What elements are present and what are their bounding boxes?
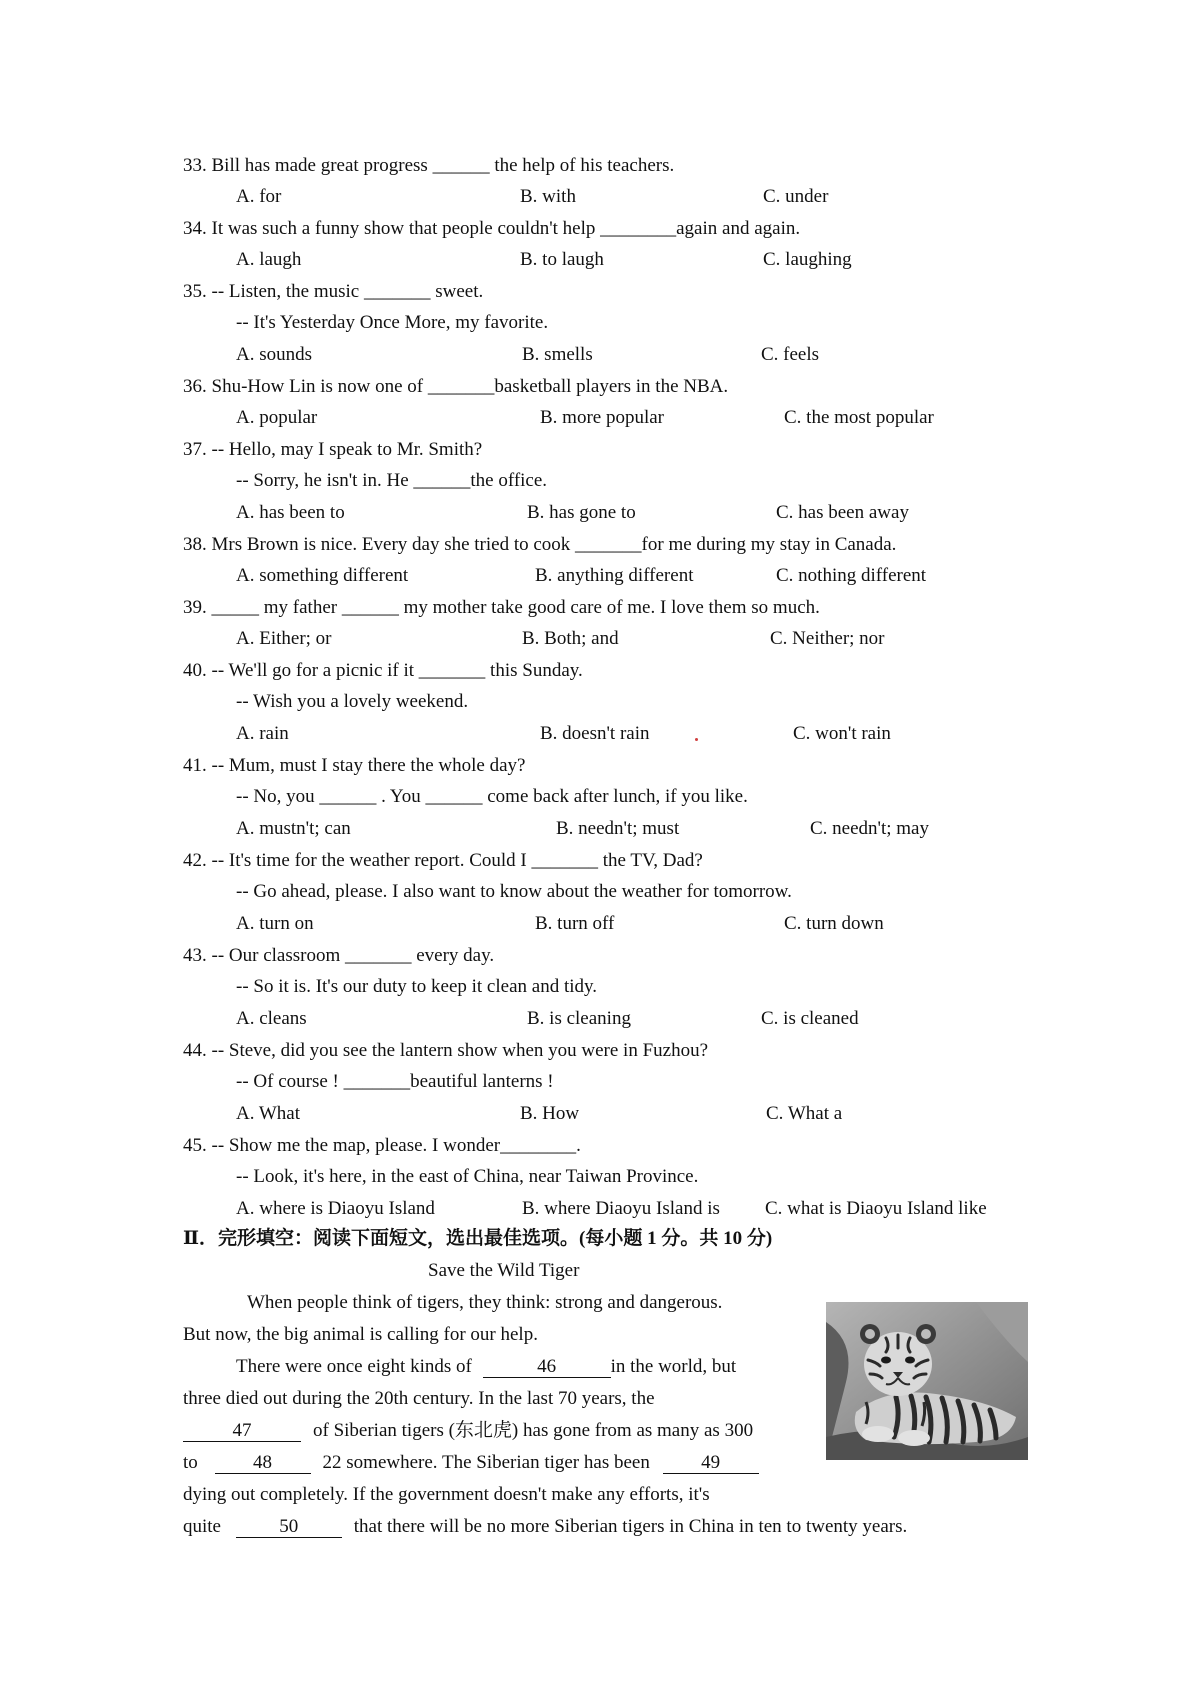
passage-line-6 xyxy=(183,1452,759,1474)
q44-option-a: A. What xyxy=(236,1103,301,1124)
blank-47[interactable]: 47 xyxy=(183,1421,301,1442)
blank-46[interactable]: 46 xyxy=(483,1357,611,1378)
q35-option-a: A. sounds xyxy=(236,344,313,365)
question-43-stem: 43. -- Our classroom _______ every day. xyxy=(183,945,495,966)
passage-text: quite xyxy=(183,1516,221,1537)
blank-50[interactable]: 50 xyxy=(236,1517,342,1538)
q36-option-c: C. the most popular xyxy=(784,407,934,428)
question-39-stem: 39. _____ my father ______ my mother take good care of me. I love them so much. xyxy=(183,597,820,618)
question-42-stem: 42. -- It's time for the weather report. Could I _______ the TV, Dad? xyxy=(183,850,703,871)
passage-line-7: dying out completely. If the government doesn't make any efforts, it's xyxy=(183,1484,710,1505)
blank-48[interactable]: 48 xyxy=(215,1453,311,1474)
q34-option-c: C. laughing xyxy=(763,249,852,270)
blank-49[interactable]: 49 xyxy=(663,1453,759,1474)
q33-option-a: A. for xyxy=(236,186,282,207)
question-41-stem: 41. -- Mum, must I stay there the whole day? xyxy=(183,755,526,776)
question-45-reply: -- Look, it's here, in the east of China, near Taiwan Province. xyxy=(236,1166,699,1187)
q37-option-a: A. has been to xyxy=(236,502,345,523)
section-2-heading: Ⅱ．完形填空：阅读下面短文，选出最佳选项。(每小题 1 分。共 10 分) xyxy=(183,1228,773,1249)
passage-text: to xyxy=(183,1452,198,1473)
question-37-stem: 37. -- Hello, may I speak to Mr. Smith? xyxy=(183,439,483,460)
question-43-reply: -- So it is. It's our duty to keep it clean and tidy. xyxy=(236,976,598,997)
q43-option-b: B. is cleaning xyxy=(527,1008,631,1029)
passage-title: Save the Wild Tiger xyxy=(428,1260,580,1281)
passage-text: There were once eight kinds of xyxy=(236,1356,472,1377)
q40-option-c: C. won't rain xyxy=(793,723,891,744)
q43-option-a: A. cleans xyxy=(236,1008,307,1029)
question-35-stem: 35. -- Listen, the music _______ sweet. xyxy=(183,281,484,302)
tiger-cub-photo xyxy=(826,1302,1028,1460)
q44-option-c: C. What a xyxy=(766,1103,843,1124)
q41-option-c: C. needn't; may xyxy=(810,818,929,839)
q45-option-a: A. where is Diaoyu Island xyxy=(236,1198,435,1219)
q38-option-b: B. anything different xyxy=(535,565,694,586)
q33-option-c: C. under xyxy=(763,186,829,207)
q43-option-c: C. is cleaned xyxy=(761,1008,859,1029)
question-40-stem: 40. -- We'll go for a picnic if it _______ this Sunday. xyxy=(183,660,583,681)
q37-option-c: C. has been away xyxy=(776,502,909,523)
q39-option-c: C. Neither; nor xyxy=(770,628,885,649)
question-35-reply: -- It's Yesterday Once More, my favorite. xyxy=(236,312,549,333)
q35-option-c: C. feels xyxy=(761,344,820,365)
passage-text: in the world, but xyxy=(610,1356,737,1377)
q39-option-a: A. Either; or xyxy=(236,628,332,649)
passage-line-3 xyxy=(236,1356,736,1378)
q39-option-b: B. Both; and xyxy=(522,628,619,649)
question-37-reply: -- Sorry, he isn't in. He ______the office. xyxy=(236,470,548,491)
q45-option-c: C. what is Diaoyu Island like xyxy=(765,1198,987,1219)
q44-option-b: B. How xyxy=(520,1103,580,1124)
passage-line-1: When people think of tigers, they think: strong and dangerous. xyxy=(247,1292,723,1313)
passage-line-4: three died out during the 20th century. In the last 70 years, the xyxy=(183,1388,655,1409)
question-45-stem: 45. -- Show me the map, please. I wonder________. xyxy=(183,1135,581,1156)
passage-text: 22 somewhere. The Siberian tiger has been xyxy=(322,1452,650,1473)
q45-option-b: B. where Diaoyu Island is xyxy=(522,1198,720,1219)
q38-option-c: C. nothing different xyxy=(776,565,927,586)
question-36-stem: 36. Shu-How Lin is now one of _______basketball players in the NBA. xyxy=(183,376,729,397)
question-44-reply: -- Of course ! _______beautiful lanterns ! xyxy=(236,1071,554,1092)
question-41-reply: -- No, you ______ . You ______ come back after lunch, if you like. xyxy=(236,786,748,807)
q41-option-b: B. needn't; must xyxy=(556,818,680,839)
passage-line-8 xyxy=(183,1516,907,1538)
passage-line-5 xyxy=(183,1420,753,1442)
passage-text: of Siberian tigers (东北虎) has gone from as many as 300 xyxy=(313,1420,754,1441)
q34-option-b: B. to laugh xyxy=(520,249,604,270)
question-40-reply: -- Wish you a lovely weekend. xyxy=(236,691,469,712)
q33-option-b: B. with xyxy=(520,186,576,207)
q37-option-b: B. has gone to xyxy=(527,502,636,523)
q42-option-b: B. turn off xyxy=(535,913,615,934)
q36-option-b: B. more popular xyxy=(540,407,665,428)
question-44-stem: 44. -- Steve, did you see the lantern show when you were in Fuzhou? xyxy=(183,1040,709,1061)
q41-option-a: A. mustn't; can xyxy=(236,818,351,839)
question-38-stem: 38. Mrs Brown is nice. Every day she tried to cook _______for me during my stay in Canada. xyxy=(183,534,897,555)
q38-option-a: A. something different xyxy=(236,565,409,586)
passage-line-2: But now, the big animal is calling for our help. xyxy=(183,1324,538,1345)
q40-option-a: A. rain xyxy=(236,723,289,744)
q40-option-b: B. doesn't rain xyxy=(540,723,650,744)
q42-option-a: A. turn on xyxy=(236,913,314,934)
passage-text: that there will be no more Siberian tigers in China in ten to twenty years. xyxy=(353,1516,908,1537)
q42-option-c: C. turn down xyxy=(784,913,884,934)
question-33-stem: 33. Bill has made great progress ______ the help of his teachers. xyxy=(183,155,675,176)
question-34-stem: 34. It was such a funny show that people couldn't help ________again and again. xyxy=(183,218,801,239)
q35-option-b: B. smells xyxy=(522,344,593,365)
question-42-reply: -- Go ahead, please. I also want to know about the weather for tomorrow. xyxy=(236,881,792,902)
stray-red-dot xyxy=(695,738,698,741)
q34-option-a: A. laugh xyxy=(236,249,302,270)
q36-option-a: A. popular xyxy=(236,407,318,428)
